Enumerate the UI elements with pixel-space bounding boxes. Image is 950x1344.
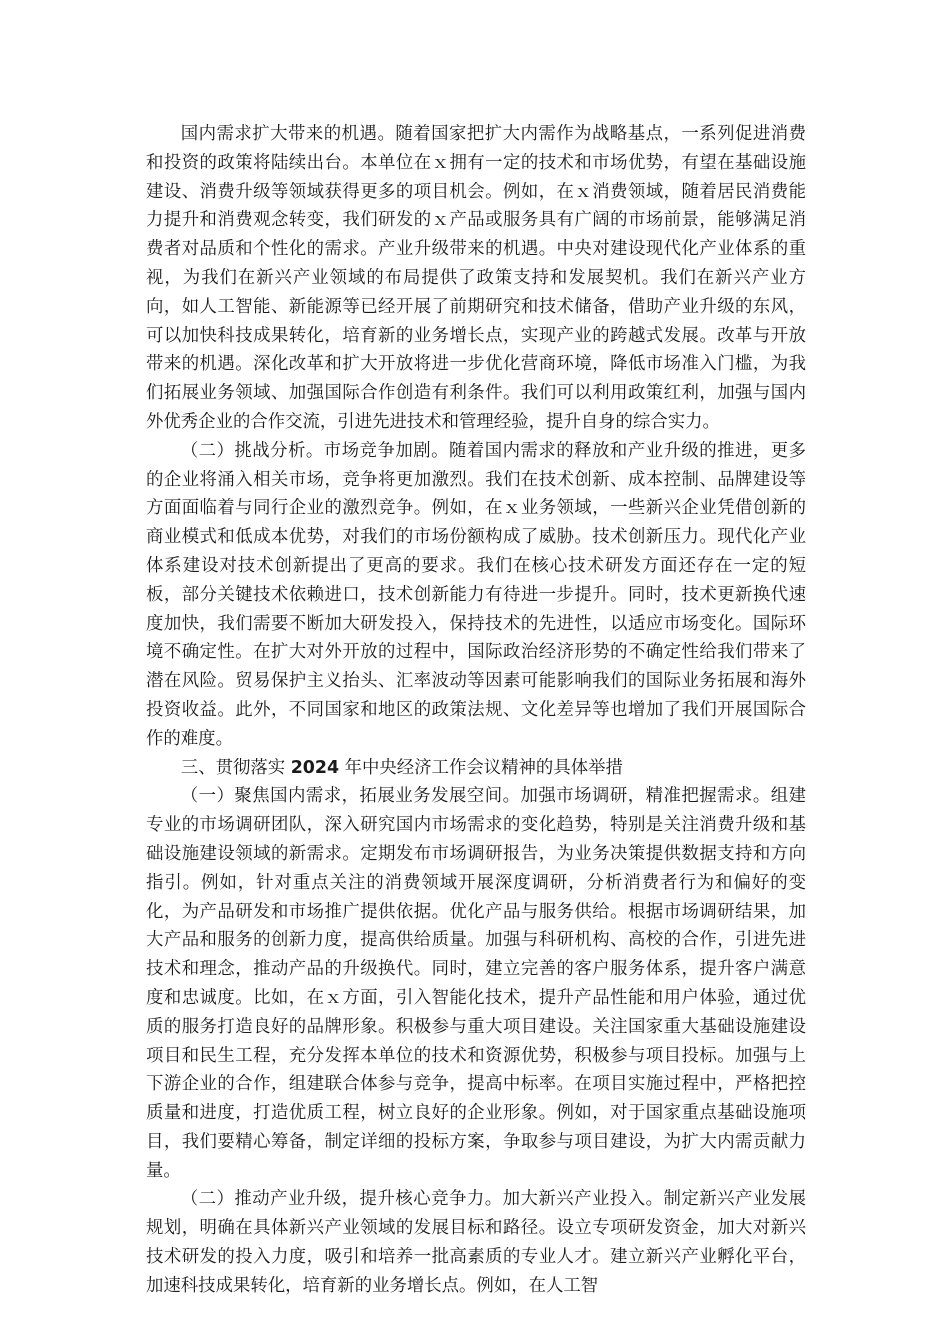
heading-prefix: 三、贯彻落实 [180, 757, 286, 778]
section-heading [146, 754, 806, 783]
paragraph-opportunities: 国内需求扩大带来的机遇。随着国家把扩大内需作为战略基点，一系列促进消费和投资的政策将陆续出台。本单位在ｘ拥有一定的技术和市场优势，有望在基础设施建设、消费升级等领域获得更多的项目机会。例如，在ｘ消费领域，随着居民消费能力提升和消费观念转变，我们研发的ｘ产品或服务具有广阔的市场前景，能够满足消费者对品质和个性化的需求。产业升级带来的机遇。中央对建设现代化产业体系的重视，为我们在新兴产业领域的布局提供了政策支持和发展契机。我们在新兴产业方向，如人工智能、新能源等已经开展了前期研究和技术储备，借助产业升级的东风，可以加快科技成果转化，培育新的业务增长点，实现产业的跨越式发展。改革与开放带来的机遇。深化改革和扩大开放将进一步优化营商环境，降低市场准入门槛，为我们拓展业务领域、加强国际合作创造有利条件。我们可以利用政策红利，加强与国内外优秀企业的合作交流，引进先进技术和管理经验，提升自身的综合实力。 [146, 124, 806, 432]
paragraph-industrial-upgrade: （二）推动产业升级，提升核心竞争力。加大新兴产业投入。制定新兴产业发展规划，明确在具体新兴产业领域的发展目标和路径。设立专项研发资金，加大对新兴技术研发的投入力度，吸引和培养一批高素质的专业人才。建立新兴产业孵化平台，加速科技成果转化，培育新的业务增长点。例如，在人工智 [146, 1189, 806, 1296]
heading-year: 2024 [290, 757, 340, 778]
paragraph-domestic-demand: （一）聚焦国内需求，拓展业务发展空间。加强市场调研，精准把握需求。组建专业的市场调研团队，深入研究国内市场需求的变化趋势，特别是关注消费升级和基础设施建设领域的新需求。定期发布市场调研报告，为业务决策提供数据支持和方向指引。例如，针对重点关注的消费领域开展深度调研，分析消费者行为和偏好的变化，为产品研发和市场推广提供依据。优化产品与服务供给。根据市场调研结果，加大产品和服务的创新力度，提高供给质量。加强与科研机构、高校的合作，引进先进技术和理念，推动产品的升级换代。同时，建立完善的客户服务体系，提升客户满意度和忠诚度。比如，在ｘ方面，引入智能化技术，提升产品性能和用户体验，通过优质的服务打造良好的品牌形象。积极参与重大项目建设。关注国家重大基础设施建设项目和民生工程，充分发挥本单位的技术和资源优势，积极参与项目投标。加强与上下游企业的合作，组建联合体参与竞争，提高中标率。在项目实施过程中，严格把控质量和进度，打造优质工程，树立良好的企业形象。例如，对于国家重点基础设施项目，我们要精心筹备，制定详细的投标方案，争取参与项目建设，为扩大内需贡献力量。 [146, 786, 806, 1181]
document-page [146, 120, 806, 1301]
heading-suffix: 年中央经济工作会议精神的具体举措 [344, 757, 623, 778]
paragraph-challenges: （二）挑战分析。市场竞争加剧。随着国内需求的释放和产业升级的推进，更多的企业将涌入相关市场，竞争将更加激烈。我们在技术创新、成本控制、品牌建设等方面面临着与同行企业的激烈竞争。例如，在ｘ业务领域，一些新兴企业凭借创新的商业模式和低成本优势，对我们的市场份额构成了威胁。技术创新压力。现代化产业体系建设对技术创新提出了更高的要求。我们在核心技术研发方面还存在一定的短板，部分关键技术依赖进口，技术创新能力有待进一步提升。同时，技术更新换代速度加快，我们需要不断加大研发投入，保持技术的先进性，以适应市场变化。国际环境不确定性。在扩大对外开放的过程中，国际政治经济形势的不确定性给我们带来了潜在风险。贸易保护主义抬头、汇率波动等因素可能影响我们的国际业务拓展和海外投资收益。此外，不同国家和地区的政策法规、文化差异等也增加了我们开展国际合作的难度。 [146, 440, 806, 749]
